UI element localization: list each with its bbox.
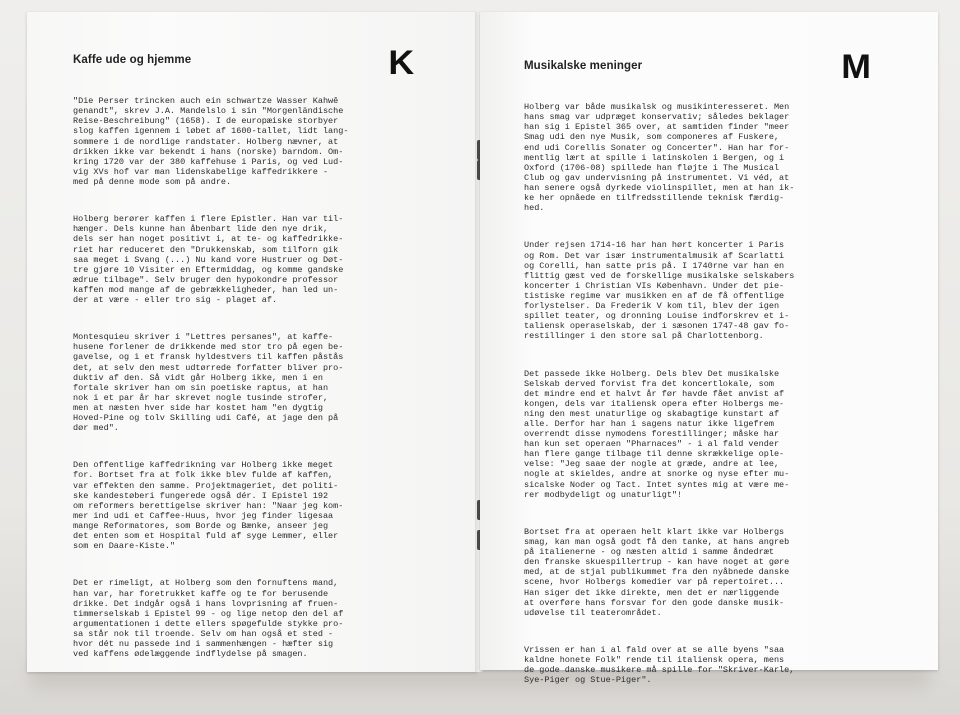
left-section-letter: K <box>388 44 415 82</box>
right-text-column <box>524 82 794 713</box>
left-paragraph: "Die Perser trincken auch ein schwartze Wasser Kahwê genandt", skrev J.A. Mandelslo i sin "Morgenländische Reise-Beschreibung" (1658). I de europæiske storbyer slog kaffen igennem i løbet af 1600-tallet, lidt lang- sommere i de nordlige randstater. Holberg nævner, at drikken ikke var bekendt i hans (norske) barndom. Om- kring 1720 var der 380 kaffehuse i Paris, og ved Lud- vig XVs hof var man lidenskabelige kaffedrikkere - med på denne mode som på andre. <box>73 96 349 187</box>
left-paragraph: Montesquieu skriver i "Lettres persanes", at kaffe- husene forlener de drikkende med stor tro på egen be- gavelse, og i et fransk hyldestvers til kaffen påstås det, at selv den mest udtørrede forfatter bliver pro- duktiv af den. Så vidt går Holberg ikke, men i en fortale skriver han om sin poetiske raptus, at han nok i et par år har skrevet nogle tusinde strofer, men at næsten hver side har kostet ham "en dygtig Hoved-Pine og tolv Skilling udi Café, at jage den på dør med". <box>73 332 344 434</box>
right-page <box>480 12 938 686</box>
right-paragraph: Under rejsen 1714-16 har han hørt koncerter i Paris og Rom. Det var især instrumentalmusik af Scarlatti og Corelli, han satte pris på. I 1740rne var han en flittig gæst ved de forskellige musikalske selskabers koncerter i Christian VIs København. Under det pie- tistiske regime var musikken en af de få offentlige forlystelser. Da Frederik V kom til, blev der igen spillet teater, og dronning Louise indforskrev et i- taliensk operaselskab, der i sæsonen 1747-48 gav fo- restillinger i den store sal på Charlottenborg. <box>524 240 795 342</box>
right-paragraph: Bortset fra at operaen helt klart ikke var Holbergs smag, kan man også godt få den tanke, at hans angreb på italienerne - og næsten altid i samme åndedræt den franske skuespillertrup - kan have noget at gøre med, at de stjal publikummet fra den nyåbnede danske scene, hvor Holbergs komedier var på repertoiret... Han siger det ikke direkte, men det er nærliggende at overføre hans forsvar for den gode danske musik- udøvelse til teaterområdet. <box>524 526 790 618</box>
left-page-title: Kaffe ude og hjemme <box>73 54 192 66</box>
right-section-letter: M <box>841 48 872 86</box>
right-paragraph: Vrissen er han i al fald over at se alle byens "saa kaldne honete Folk" rende til italiensk opera, mens de gode danske musikere må spille for "Skriver-Karle, Sye-Piger og Stue-Piger". <box>524 644 795 686</box>
right-page-title: Musikalske meninger <box>524 60 643 72</box>
left-paragraph: Holberg berører kaffen i flere Epistler. Han var til- hænger. Dels kunne han åbenbart lide den nye drik, dels ser han noget positivt i, at te- og kaffedrikke- riet har reduceret den "Drukkenskab, som tilforn gik saa meget i Svang (...) Nu kand vore Hustruer og Døt- tre gjøre 10 Visiter en Eftermiddag, og komme gandske ædrue tilbage". Selv bruger den hypokondre professor kaffen mod mange af de gebrækkeligheder, han led un- der at være - eller tro sig - plaget af. <box>73 214 344 305</box>
left-paragraph: Den offentlige kaffedrikning var Holberg ikke meget for. Bortset fra at folk ikke blev fulde af kaffen, var effekten den samme. Projektmageriet, det politi- ske kandestøberi fungerede også dér. I Epistel 192 om reformers berettigelse skriver han: "Naar jeg kom- mer ind udi et Caffee-Huus, hvor jeg finder ligesaa mange Reformatores, som Borde og Bænke, anseer jeg det enten som et Hospital fuld af syge Lemmer, eller som en Daare-Kiste." <box>73 460 344 552</box>
left-page <box>27 12 477 672</box>
right-paragraph: Det passede ikke Holberg. Dels blev Det musikalske Selskab derved forvist fra det koncertlokale, som det mindre end et halvt år før havde fået anvist af kongen, dels var italiensk opera efter Holbergs me- ning den mest unaturlige og skabagtige kunstart af alle. Derfor har han i sagens natur ikke ligefrem overrendt disse nymodens forestillinger; måske har han kun set operaen "Pharnaces" - i al fald vender han flere gange tilbage til denne skrækkelige ople- velse: "Jeg saae der nogle at græde, andre at lee, nogle at skieldes, andre at snorke og nyse efter mu- sicalske Noder og Tact. Intet syntes mig at være me- rer modbydeligt og unaturligt"! <box>524 368 790 500</box>
right-paragraph: Holberg var både musikalsk og musikinteresseret. Men hans smag var udpræget konservativ; således beklager han sig i Epistel 365 over, at samtiden finder "meer Smag udi den nye Musik, som componeres af Fuskere, end udi Corellis Sonater og Concerter". Han har for- mentlig lært at spille i latinskolen i Bergen, og i Oxford (1706-08) spillede han fløjte i The Musical Club og gav undervisning på instrumentet. Vi véd, at han senere også dyrkede violinspillet, men at han ik- ke her opnåede en tilfredsstillende teknisk færdig- hed. <box>524 102 795 214</box>
left-paragraph: Det er rimeligt, at Holberg som den fornuftens mand, han var, har foretrukket kaffe og te for berusende drikke. Det indgår også i hans lovprisning af fruen- timmerselskab i Epistel 99 - og lige netop den del af argumentationen i dette ellers spøgefulde stykke pro- sa står nok til troende. Selv om han også et sted - hvor dét nu passede ind i sammenhængen - hæfter sig ved kaffens ødelæggende indflydelse på smagen. <box>73 578 344 660</box>
left-text-column <box>73 76 348 686</box>
